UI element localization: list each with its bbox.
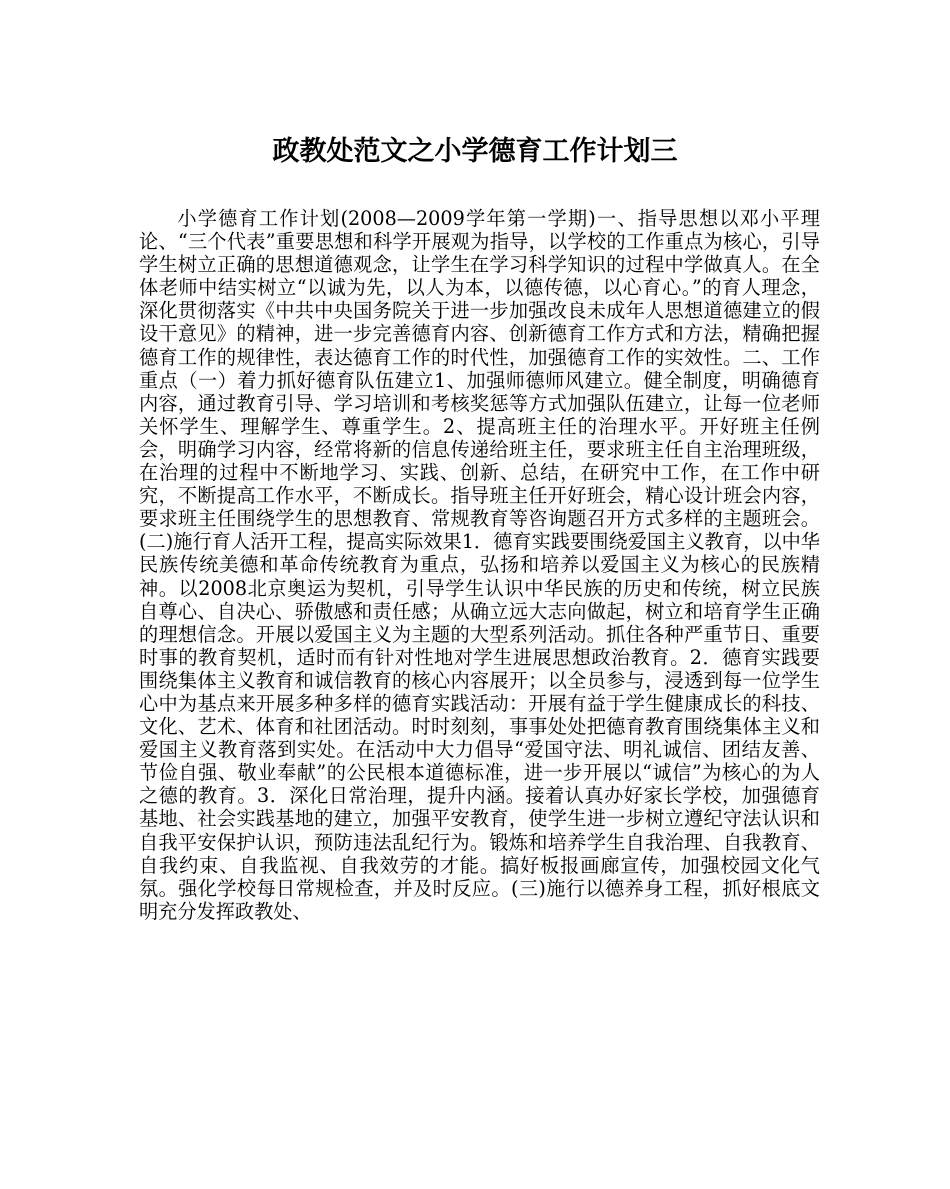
document-title: 政教处范文之小学德育工作计划三 (272, 136, 678, 167)
document-body-paragraph: 小学德育工作计划(2008—2009学年第一学期)一、指导思想以邓小平理论、“三个代表”重要思想和科学开展观为指导，以学校的工作重点为核心，引导学生树立正确的思想道德观念，让学生在学习科学知识的过程中学做真人。在全体老师中结实树立“以诚为先，以人为本，以德传德，以心育心。”的育人理念，深化贯彻落实《中共中央国务院关于进一步加强改良未成年人思想道德建立的假设干意见》的精神，进一步完善德育内容、创新德育工作方式和方法，精确把握德育工作的规律性，表达德育工作的时代性，加强德育工作的实效性。二、工作重点（一）着力抓好德育队伍建立1、加强师德师风建立。健全制度，明确德育内容，通过教育引导、学习培训和考核奖惩等方式加强队伍建立，让每一位老师关怀学生、理解学生、尊重学生。2、提高班主任的治理水平。开好班主任例会，明确学习内容，经常将新的信息传递给班主任，要求班主任自主治理班级，在治理的过程中不断地学习、实践、创新、总结，在研究中工作，在工作中研究，不断提高工作水平，不断成长。指导班主任开好班会，精心设计班会内容，要求班主任围绕学生的思想教育、常规教育等咨询题召开方式多样的主题班会。(二)施行育人活开工程，提高实际效果1．德育实践要围绕爱国主义教育，以中华民族传统美德和革命传统教育为重点，弘扬和培养以爱国主义为核心的民族精神。以2008北京奥运为契机，引导学生认识中华民族的历史和传统，树立民族自尊心、自决心、骄傲感和责任感；从确立远大志向做起，树立和培育学生正确的理想信念。开展以爱国主义为主题的大型系列活动。抓住各种严重节日、重要时事的教育契机，适时而有针对性地对学生进展思想政治教育。2．德育实践要围绕集体主义教育和诚信教育的核心内容展开；以全员参与，浸透到每一位学生心中为基点来开展多种多样的德育实践活动：开展有益于学生健康成长的科技、文化、艺术、体育和社团活动。时时刻刻，事事处处把德育教育围绕集体主义和爱国主义教育落到实处。在活动中大力倡导“爱国守法、明礼诚信、团结友善、节俭自强、敬业奉献”的公民根本道德标准，进一步开展以“诚信”为核心的为人之德的教育。3．深化日常治理，提升内涵。接着认真办好家长学校，加强德育基地、社会实践基地的建立，加强平安教育，使学生进一步树立遵纪守法认识和自我平安保护认识，预防违法乱纪行为。锻炼和培养学生自我治理、自我教育、自我约束、自我监视、自我效劳的才能。搞好板报画廊宣传，加强校园文化气氛。强化学校每日常规检查，并及时反应。(三)施行以德养身工程，抓好根底文明充分发挥政教处、 (139, 207, 820, 923)
